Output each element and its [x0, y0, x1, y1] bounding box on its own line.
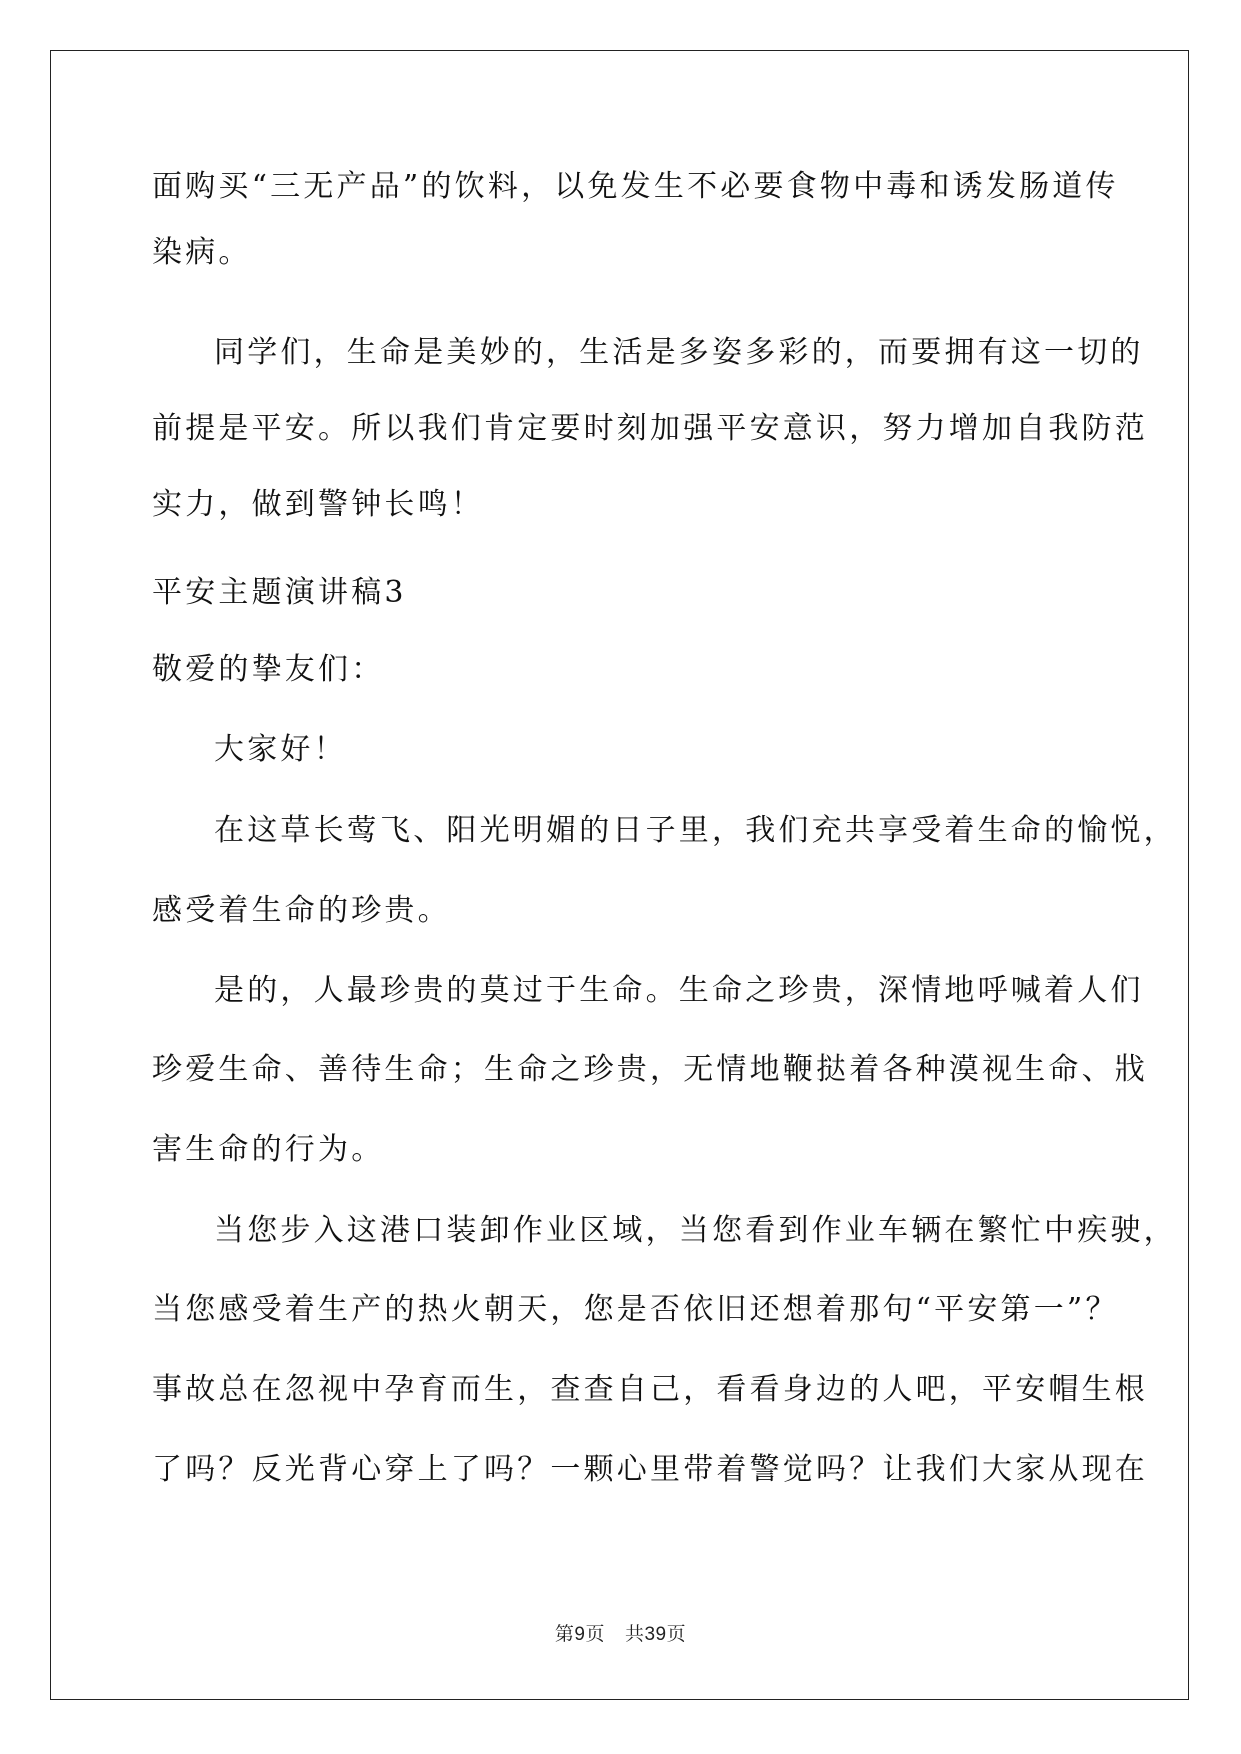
total-pages: 39: [644, 1624, 667, 1645]
text-line: 当您感受着生产的热火朝天，您是否依旧还想着那句“平安第一”？: [152, 1292, 1119, 1327]
text-line: 前提是平安。所以我们肯定要时刻加强平安意识，努力增加自我防范: [152, 411, 1148, 446]
text-line: 珍爱生命、善待生命；生命之珍贵，无情地鞭挞着各种漠视生命、戕: [152, 1052, 1148, 1087]
page-number: 9: [574, 1624, 586, 1645]
text-line: 实力，做到警钟长鸣！: [152, 487, 484, 522]
text-line: 感受着生命的珍贵。: [152, 893, 451, 928]
text-line: 害生命的行为。: [152, 1132, 385, 1167]
salutation: 敬爱的挚友们：: [152, 652, 385, 687]
text-line: 面购买“三无产品”的饮料，以免发生不必要食物中毒和诱发肠道传: [152, 169, 1119, 204]
paragraph-start-line: 在这草长莺飞、阳光明媚的日子里，我们充共享受着生命的愉悦，: [214, 813, 1177, 848]
paragraph-start-line: 同学们，生命是美妙的，生活是多姿多彩的，而要拥有这一切的: [214, 335, 1144, 370]
page-label-prefix: 第: [554, 1623, 575, 1645]
text-line: 染病。: [152, 235, 252, 270]
text-line: 了吗？反光背心穿上了吗？一颗心里带着警觉吗？让我们大家从现在: [152, 1452, 1148, 1487]
section-title: 平安主题演讲稿3: [152, 575, 407, 610]
paragraph-start-line: 当您步入这港口装卸作业区域，当您看到作业车辆在繁忙中疾驶，: [214, 1213, 1177, 1248]
paragraph-start-line: 是的，人最珍贵的莫过于生命。生命之珍贵，深情地呼喊着人们: [214, 973, 1144, 1008]
total-label-prefix: 共: [624, 1623, 645, 1645]
page-footer: [0, 1622, 1241, 1647]
greeting: 大家好！: [214, 732, 347, 767]
total-label-suffix: 页: [666, 1623, 687, 1645]
text-line: 事故总在忽视中孕育而生，查查自己，看看身边的人吧，平安帽生根: [152, 1372, 1148, 1407]
page-label-suffix: 页: [585, 1623, 605, 1645]
